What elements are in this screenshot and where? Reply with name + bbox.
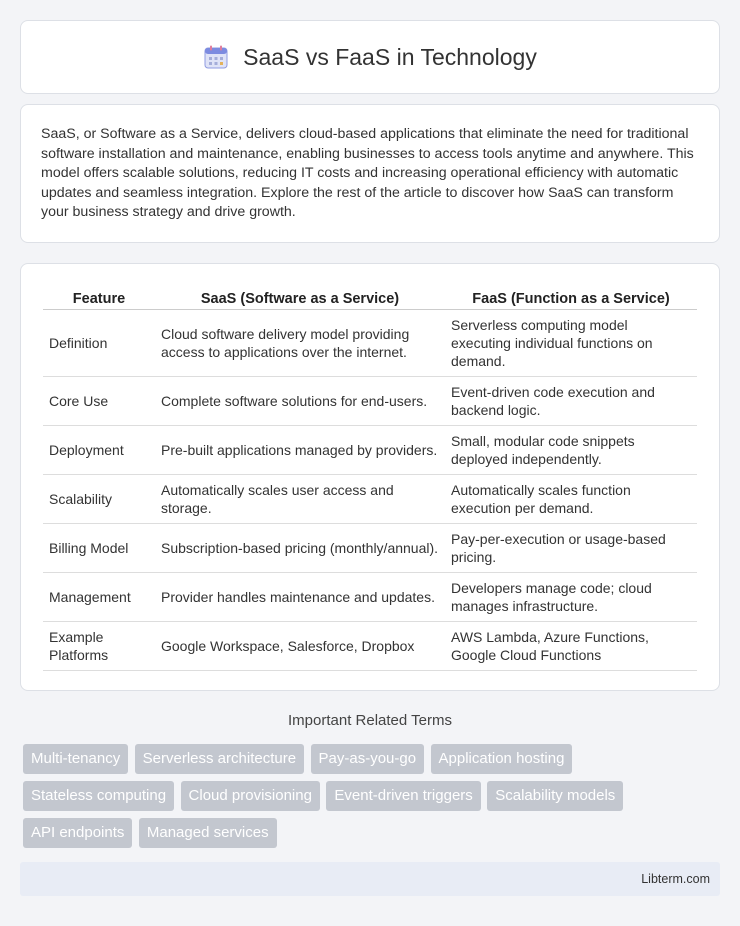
tag-application-hosting[interactable]: Application hosting bbox=[431, 744, 573, 774]
row-faas: Event-driven code execution and backend logic. bbox=[445, 377, 697, 426]
related-terms-tags bbox=[23, 744, 723, 855]
table-row bbox=[43, 310, 697, 377]
row-feature: Core Use bbox=[43, 377, 155, 426]
related-terms-title: Important Related Terms bbox=[288, 712, 452, 729]
table-row bbox=[43, 426, 697, 475]
header-feature: Feature bbox=[43, 284, 155, 310]
tag-pay-as-you-go[interactable]: Pay-as-you-go bbox=[311, 744, 425, 774]
tag-event-driven-triggers[interactable]: Event-driven triggers bbox=[326, 781, 480, 811]
tag-scalability-models[interactable]: Scalability models bbox=[487, 781, 623, 811]
tag-serverless-architecture[interactable]: Serverless architecture bbox=[135, 744, 304, 774]
row-saas: Cloud software delivery model providing access to applications over the internet. bbox=[155, 310, 445, 377]
row-saas: Google Workspace, Salesforce, Dropbox bbox=[155, 622, 445, 671]
footer bbox=[20, 862, 720, 896]
tag-multi-tenancy[interactable]: Multi-tenancy bbox=[23, 744, 128, 774]
footer-site-link[interactable]: Libterm.com bbox=[641, 872, 710, 886]
row-feature: Definition bbox=[43, 310, 155, 377]
row-faas: Serverless computing model executing individual functions on demand. bbox=[445, 310, 697, 377]
row-saas: Complete software solutions for end-users. bbox=[155, 377, 445, 426]
row-saas: Automatically scales user access and storage. bbox=[155, 475, 445, 524]
header-saas: SaaS (Software as a Service) bbox=[155, 284, 445, 310]
table-row bbox=[43, 524, 697, 573]
row-faas: Small, modular code snippets deployed independently. bbox=[445, 426, 697, 475]
intro-card bbox=[20, 104, 720, 243]
header-faas: FaaS (Function as a Service) bbox=[445, 284, 697, 310]
tag-stateless-computing[interactable]: Stateless computing bbox=[23, 781, 174, 811]
page-title: SaaS vs FaaS in Technology bbox=[243, 43, 537, 70]
row-faas: Pay-per-execution or usage-based pricing. bbox=[445, 524, 697, 573]
row-saas: Pre-built applications managed by providers. bbox=[155, 426, 445, 475]
comparison-table bbox=[43, 284, 697, 671]
intro-text: SaaS, or Software as a Service, delivers cloud-based applications that eliminate the need for traditional software installation and maintenance, enabling businesses to access tools anytime and anywhere. This model offers scalable solutions, reducing IT costs and increasing operational efficiency with automatic updates and seamless integration. Explore the rest of the article to discover how SaaS can transform your business strategy and drive growth. bbox=[41, 126, 694, 221]
row-feature: Scalability bbox=[43, 475, 155, 524]
table-row bbox=[43, 377, 697, 426]
row-saas: Provider handles maintenance and updates. bbox=[155, 573, 445, 622]
tag-managed-services[interactable]: Managed services bbox=[139, 818, 277, 848]
table-row bbox=[43, 475, 697, 524]
row-feature: Example Platforms bbox=[43, 622, 155, 671]
tag-api-endpoints[interactable]: API endpoints bbox=[23, 818, 132, 848]
row-faas: Automatically scales function execution per demand. bbox=[445, 475, 697, 524]
row-feature: Management bbox=[43, 573, 155, 622]
table-row bbox=[43, 573, 697, 622]
calendar-icon bbox=[203, 44, 229, 70]
row-saas: Subscription-based pricing (monthly/annual). bbox=[155, 524, 445, 573]
row-feature: Billing Model bbox=[43, 524, 155, 573]
table-row bbox=[43, 622, 697, 671]
row-faas: Developers manage code; cloud manages infrastructure. bbox=[445, 573, 697, 622]
row-feature: Deployment bbox=[43, 426, 155, 475]
table-header-row bbox=[43, 284, 697, 310]
comparison-card bbox=[20, 263, 720, 691]
header-card bbox=[20, 20, 720, 94]
tag-cloud-provisioning[interactable]: Cloud provisioning bbox=[181, 781, 320, 811]
row-faas: AWS Lambda, Azure Functions, Google Cloud Functions bbox=[445, 622, 697, 671]
